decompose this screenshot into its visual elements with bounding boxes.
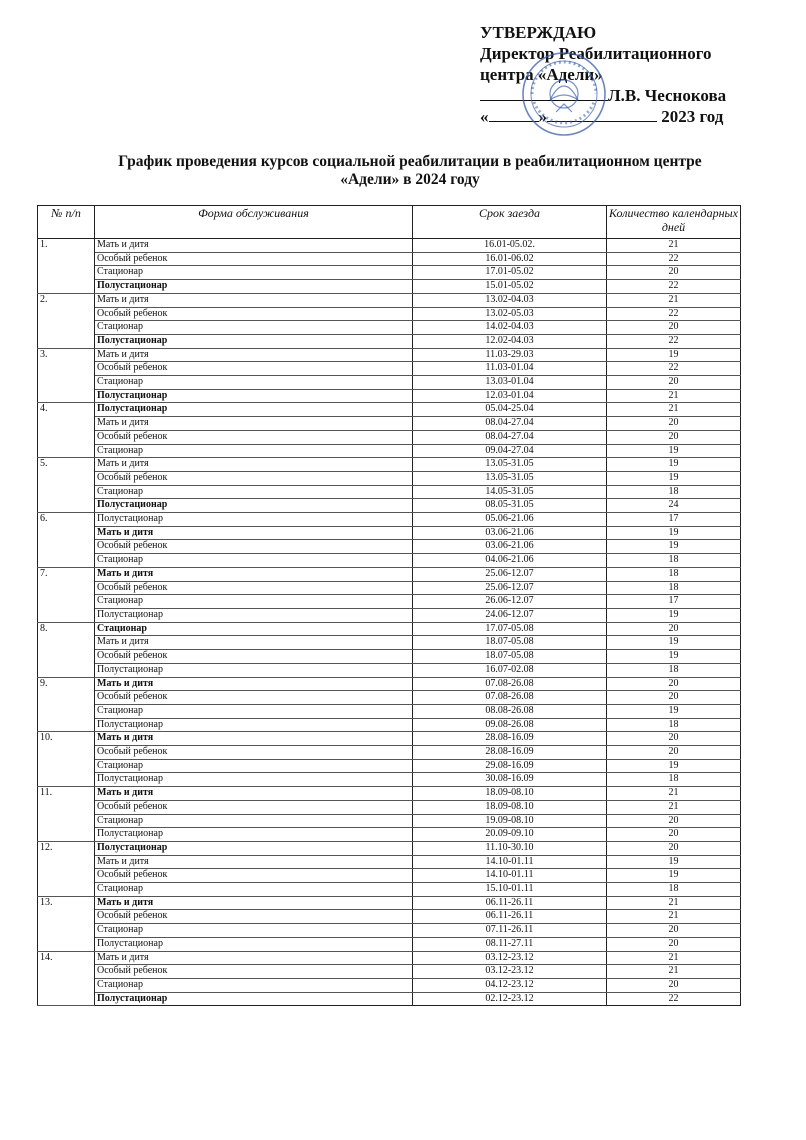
service-form-cell: Полустационар xyxy=(95,334,413,348)
service-form-cell: Полустационар xyxy=(95,389,413,403)
calendar-days-cell: 21 xyxy=(607,239,741,253)
table-row xyxy=(38,321,741,335)
calendar-days-cell: 21 xyxy=(607,965,741,979)
service-form-cell: Мать и дитя xyxy=(95,239,413,253)
course-number-cell: 9. xyxy=(38,677,95,732)
course-number-cell: 13. xyxy=(38,896,95,951)
arrival-period-cell: 03.06-21.06 xyxy=(413,540,607,554)
arrival-period-cell: 25.06-12.07 xyxy=(413,581,607,595)
calendar-days-cell: 19 xyxy=(607,855,741,869)
service-form-cell: Полустационар xyxy=(95,608,413,622)
arrival-period-cell: 07.08-26.08 xyxy=(413,691,607,705)
service-form-cell: Стационар xyxy=(95,554,413,568)
table-row xyxy=(38,595,741,609)
calendar-days-cell: 20 xyxy=(607,417,741,431)
calendar-days-cell: 22 xyxy=(607,362,741,376)
table-row xyxy=(38,608,741,622)
arrival-period-cell: 07.08-26.08 xyxy=(413,677,607,691)
arrival-period-cell: 17.07-05.08 xyxy=(413,622,607,636)
course-number-cell: 11. xyxy=(38,787,95,842)
table-row xyxy=(38,937,741,951)
arrival-period-cell: 03.12-23.12 xyxy=(413,965,607,979)
service-form-cell: Полустационар xyxy=(95,992,413,1006)
arrival-period-cell: 14.10-01.11 xyxy=(413,855,607,869)
calendar-days-cell: 20 xyxy=(607,924,741,938)
service-form-cell: Стационар xyxy=(95,595,413,609)
service-form-cell: Стационар xyxy=(95,924,413,938)
arrival-period-cell: 24.06-12.07 xyxy=(413,608,607,622)
service-form-cell: Особый ребенок xyxy=(95,869,413,883)
table-row xyxy=(38,403,741,417)
calendar-days-cell: 21 xyxy=(607,800,741,814)
service-form-cell: Мать и дитя xyxy=(95,787,413,801)
arrival-period-cell: 29.08-16.09 xyxy=(413,759,607,773)
title-line-2: «Адели» в 2024 году xyxy=(340,171,480,188)
calendar-days-cell: 22 xyxy=(607,334,741,348)
course-number-cell: 3. xyxy=(38,348,95,403)
header-period: Срок заезда xyxy=(413,206,607,239)
table-row xyxy=(38,622,741,636)
arrival-period-cell: 06.11-26.11 xyxy=(413,910,607,924)
table-row xyxy=(38,704,741,718)
arrival-period-cell: 13.03-01.04 xyxy=(413,376,607,390)
calendar-days-cell: 19 xyxy=(607,636,741,650)
calendar-days-cell: 17 xyxy=(607,595,741,609)
course-number-cell: 7. xyxy=(38,567,95,622)
table-row xyxy=(38,828,741,842)
table-row xyxy=(38,718,741,732)
arrival-period-cell: 15.01-05.02 xyxy=(413,280,607,294)
approval-position: Директор Реабилитационного xyxy=(480,44,712,63)
table-row xyxy=(38,663,741,677)
service-form-cell: Мать и дитя xyxy=(95,951,413,965)
calendar-days-cell: 17 xyxy=(607,513,741,527)
table-row xyxy=(38,581,741,595)
calendar-days-cell: 20 xyxy=(607,814,741,828)
table-row xyxy=(38,348,741,362)
service-form-cell: Стационар xyxy=(95,485,413,499)
course-number-cell: 2. xyxy=(38,293,95,348)
table-row xyxy=(38,252,741,266)
table-row xyxy=(38,677,741,691)
calendar-days-cell: 22 xyxy=(607,280,741,294)
calendar-days-cell: 19 xyxy=(607,348,741,362)
service-form-cell: Особый ребенок xyxy=(95,540,413,554)
calendar-days-cell: 20 xyxy=(607,746,741,760)
calendar-days-cell: 21 xyxy=(607,896,741,910)
service-form-cell: Стационар xyxy=(95,266,413,280)
date-open-quote: « xyxy=(480,107,489,126)
table-row xyxy=(38,444,741,458)
table-row xyxy=(38,992,741,1006)
table-row xyxy=(38,266,741,280)
service-form-cell: Полустационар xyxy=(95,403,413,417)
table-row xyxy=(38,334,741,348)
approval-year: 2023 год xyxy=(661,107,724,126)
arrival-period-cell: 09.04-27.04 xyxy=(413,444,607,458)
arrival-period-cell: 12.03-01.04 xyxy=(413,389,607,403)
arrival-period-cell: 25.06-12.07 xyxy=(413,567,607,581)
service-form-cell: Особый ребенок xyxy=(95,691,413,705)
service-form-cell: Полустационар xyxy=(95,513,413,527)
arrival-period-cell: 08.04-27.04 xyxy=(413,430,607,444)
calendar-days-cell: 20 xyxy=(607,321,741,335)
arrival-period-cell: 12.02-04.03 xyxy=(413,334,607,348)
service-form-cell: Мать и дитя xyxy=(95,855,413,869)
arrival-period-cell: 16.01-06.02 xyxy=(413,252,607,266)
table-row xyxy=(38,280,741,294)
service-form-cell: Стационар xyxy=(95,759,413,773)
service-form-cell: Стационар xyxy=(95,978,413,992)
table-row xyxy=(38,855,741,869)
calendar-days-cell: 18 xyxy=(607,883,741,897)
arrival-period-cell: 08.11-27.11 xyxy=(413,937,607,951)
service-form-cell: Особый ребенок xyxy=(95,307,413,321)
arrival-period-cell: 05.06-21.06 xyxy=(413,513,607,527)
calendar-days-cell: 20 xyxy=(607,376,741,390)
arrival-period-cell: 05.04-25.04 xyxy=(413,403,607,417)
arrival-period-cell: 13.02-04.03 xyxy=(413,293,607,307)
table-row xyxy=(38,732,741,746)
table-row xyxy=(38,841,741,855)
document-title xyxy=(60,153,760,189)
calendar-days-cell: 21 xyxy=(607,951,741,965)
calendar-days-cell: 21 xyxy=(607,910,741,924)
table-row xyxy=(38,773,741,787)
date-close-quote: » xyxy=(538,107,547,126)
course-number-cell: 12. xyxy=(38,841,95,896)
table-row xyxy=(38,499,741,513)
table-row xyxy=(38,800,741,814)
service-form-cell: Мать и дитя xyxy=(95,417,413,431)
service-form-cell: Стационар xyxy=(95,321,413,335)
service-form-cell: Стационар xyxy=(95,814,413,828)
service-form-cell: Полустационар xyxy=(95,773,413,787)
arrival-period-cell: 26.06-12.07 xyxy=(413,595,607,609)
table-row xyxy=(38,540,741,554)
table-row xyxy=(38,567,741,581)
service-form-cell: Особый ребенок xyxy=(95,650,413,664)
table-row xyxy=(38,636,741,650)
table-row xyxy=(38,513,741,527)
arrival-period-cell: 08.08-26.08 xyxy=(413,704,607,718)
calendar-days-cell: 22 xyxy=(607,252,741,266)
service-form-cell: Полустационар xyxy=(95,718,413,732)
approval-organization: центра «Адели» xyxy=(480,65,603,84)
schedule-table xyxy=(37,205,741,1006)
calendar-days-cell: 18 xyxy=(607,663,741,677)
header-form: Форма обслуживания xyxy=(95,206,413,239)
service-form-cell: Полустационар xyxy=(95,499,413,513)
arrival-period-cell: 28.08-16.09 xyxy=(413,732,607,746)
calendar-days-cell: 20 xyxy=(607,937,741,951)
header-days: Количество календарных дней xyxy=(607,206,741,239)
service-form-cell: Мать и дитя xyxy=(95,567,413,581)
table-row xyxy=(38,869,741,883)
table-row xyxy=(38,650,741,664)
table-row xyxy=(38,471,741,485)
header-num: № п/п xyxy=(38,206,95,239)
course-number-cell: 6. xyxy=(38,513,95,568)
table-row xyxy=(38,910,741,924)
arrival-period-cell: 18.07-05.08 xyxy=(413,650,607,664)
arrival-period-cell: 13.02-05.03 xyxy=(413,307,607,321)
arrival-period-cell: 20.09-09.10 xyxy=(413,828,607,842)
table-row xyxy=(38,759,741,773)
service-form-cell: Мать и дитя xyxy=(95,293,413,307)
approval-heading: УТВЕРЖДАЮ xyxy=(480,23,597,42)
arrival-period-cell: 16.07-02.08 xyxy=(413,663,607,677)
arrival-period-cell: 11.10-30.10 xyxy=(413,841,607,855)
service-form-cell: Мать и дитя xyxy=(95,732,413,746)
arrival-period-cell: 09.08-26.08 xyxy=(413,718,607,732)
service-form-cell: Мать и дитя xyxy=(95,526,413,540)
service-form-cell: Особый ребенок xyxy=(95,252,413,266)
arrival-period-cell: 14.10-01.11 xyxy=(413,869,607,883)
table-row xyxy=(38,787,741,801)
arrival-period-cell: 13.05-31.05 xyxy=(413,471,607,485)
calendar-days-cell: 18 xyxy=(607,581,741,595)
arrival-period-cell: 28.08-16.09 xyxy=(413,746,607,760)
calendar-days-cell: 19 xyxy=(607,526,741,540)
service-form-cell: Стационар xyxy=(95,444,413,458)
service-form-cell: Мать и дитя xyxy=(95,636,413,650)
approval-signer: Л.В. Чеснокова xyxy=(608,86,727,105)
arrival-period-cell: 16.01-05.02. xyxy=(413,239,607,253)
calendar-days-cell: 19 xyxy=(607,869,741,883)
calendar-days-cell: 20 xyxy=(607,266,741,280)
service-form-cell: Мать и дитя xyxy=(95,458,413,472)
calendar-days-cell: 20 xyxy=(607,691,741,705)
service-form-cell: Особый ребенок xyxy=(95,965,413,979)
arrival-period-cell: 14.02-04.03 xyxy=(413,321,607,335)
arrival-period-cell: 11.03-01.04 xyxy=(413,362,607,376)
service-form-cell: Мать и дитя xyxy=(95,896,413,910)
table-row xyxy=(38,814,741,828)
service-form-cell: Стационар xyxy=(95,376,413,390)
calendar-days-cell: 19 xyxy=(607,759,741,773)
table-row xyxy=(38,362,741,376)
service-form-cell: Особый ребенок xyxy=(95,746,413,760)
service-form-cell: Особый ребенок xyxy=(95,471,413,485)
table-row xyxy=(38,239,741,253)
service-form-cell: Мать и дитя xyxy=(95,677,413,691)
table-header-row xyxy=(38,206,741,239)
table-row xyxy=(38,389,741,403)
calendar-days-cell: 18 xyxy=(607,485,741,499)
calendar-days-cell: 20 xyxy=(607,828,741,842)
table-row xyxy=(38,924,741,938)
arrival-period-cell: 06.11-26.11 xyxy=(413,896,607,910)
arrival-period-cell: 30.08-16.09 xyxy=(413,773,607,787)
calendar-days-cell: 20 xyxy=(607,732,741,746)
service-form-cell: Стационар xyxy=(95,883,413,897)
table-row xyxy=(38,293,741,307)
table-row xyxy=(38,458,741,472)
calendar-days-cell: 19 xyxy=(607,444,741,458)
arrival-period-cell: 18.09-08.10 xyxy=(413,800,607,814)
arrival-period-cell: 18.07-05.08 xyxy=(413,636,607,650)
arrival-period-cell: 08.04-27.04 xyxy=(413,417,607,431)
arrival-period-cell: 11.03-29.03 xyxy=(413,348,607,362)
table-row xyxy=(38,691,741,705)
service-form-cell: Стационар xyxy=(95,622,413,636)
calendar-days-cell: 20 xyxy=(607,677,741,691)
course-number-cell: 8. xyxy=(38,622,95,677)
calendar-days-cell: 18 xyxy=(607,554,741,568)
table-row xyxy=(38,883,741,897)
service-form-cell: Особый ребенок xyxy=(95,362,413,376)
course-number-cell: 4. xyxy=(38,403,95,458)
calendar-days-cell: 22 xyxy=(607,307,741,321)
arrival-period-cell: 03.12-23.12 xyxy=(413,951,607,965)
calendar-days-cell: 18 xyxy=(607,567,741,581)
arrival-period-cell: 18.09-08.10 xyxy=(413,787,607,801)
title-line-1: График проведения курсов социальной реабилитации в реабилитационном центре xyxy=(118,153,702,170)
course-number-cell: 5. xyxy=(38,458,95,513)
table-row xyxy=(38,978,741,992)
service-form-cell: Полустационар xyxy=(95,937,413,951)
service-form-cell: Полустационар xyxy=(95,828,413,842)
table-row xyxy=(38,746,741,760)
arrival-period-cell: 17.01-05.02 xyxy=(413,266,607,280)
arrival-period-cell: 03.06-21.06 xyxy=(413,526,607,540)
calendar-days-cell: 19 xyxy=(607,540,741,554)
table-row xyxy=(38,417,741,431)
arrival-period-cell: 04.12-23.12 xyxy=(413,978,607,992)
calendar-days-cell: 18 xyxy=(607,718,741,732)
calendar-days-cell: 20 xyxy=(607,841,741,855)
calendar-days-cell: 19 xyxy=(607,471,741,485)
calendar-days-cell: 22 xyxy=(607,992,741,1006)
table-row xyxy=(38,965,741,979)
schedule-body xyxy=(38,239,741,1006)
service-form-cell: Особый ребенок xyxy=(95,430,413,444)
calendar-days-cell: 19 xyxy=(607,704,741,718)
table-row xyxy=(38,896,741,910)
calendar-days-cell: 21 xyxy=(607,293,741,307)
arrival-period-cell: 08.05-31.05 xyxy=(413,499,607,513)
arrival-period-cell: 07.11-26.11 xyxy=(413,924,607,938)
service-form-cell: Особый ребенок xyxy=(95,800,413,814)
course-number-cell: 10. xyxy=(38,732,95,787)
course-number-cell: 14. xyxy=(38,951,95,1006)
official-seal-icon xyxy=(520,50,608,138)
table-row xyxy=(38,526,741,540)
service-form-cell: Стационар xyxy=(95,704,413,718)
table-row xyxy=(38,307,741,321)
arrival-period-cell: 13.05-31.05 xyxy=(413,458,607,472)
service-form-cell: Полустационар xyxy=(95,280,413,294)
calendar-days-cell: 20 xyxy=(607,430,741,444)
arrival-period-cell: 02.12-23.12 xyxy=(413,992,607,1006)
arrival-period-cell: 14.05-31.05 xyxy=(413,485,607,499)
arrival-period-cell: 19.09-08.10 xyxy=(413,814,607,828)
calendar-days-cell: 21 xyxy=(607,403,741,417)
service-form-cell: Полустационар xyxy=(95,663,413,677)
arrival-period-cell: 15.10-01.11 xyxy=(413,883,607,897)
table-row xyxy=(38,376,741,390)
table-row xyxy=(38,430,741,444)
calendar-days-cell: 19 xyxy=(607,608,741,622)
calendar-days-cell: 20 xyxy=(607,622,741,636)
service-form-cell: Особый ребенок xyxy=(95,581,413,595)
calendar-days-cell: 18 xyxy=(607,773,741,787)
table-row xyxy=(38,554,741,568)
course-number-cell: 1. xyxy=(38,239,95,294)
calendar-days-cell: 19 xyxy=(607,650,741,664)
calendar-days-cell: 21 xyxy=(607,787,741,801)
service-form-cell: Полустационар xyxy=(95,841,413,855)
table-row xyxy=(38,951,741,965)
calendar-days-cell: 20 xyxy=(607,978,741,992)
calendar-days-cell: 24 xyxy=(607,499,741,513)
arrival-period-cell: 04.06-21.06 xyxy=(413,554,607,568)
calendar-days-cell: 21 xyxy=(607,389,741,403)
service-form-cell: Особый ребенок xyxy=(95,910,413,924)
calendar-days-cell: 19 xyxy=(607,458,741,472)
table-row xyxy=(38,485,741,499)
service-form-cell: Мать и дитя xyxy=(95,348,413,362)
